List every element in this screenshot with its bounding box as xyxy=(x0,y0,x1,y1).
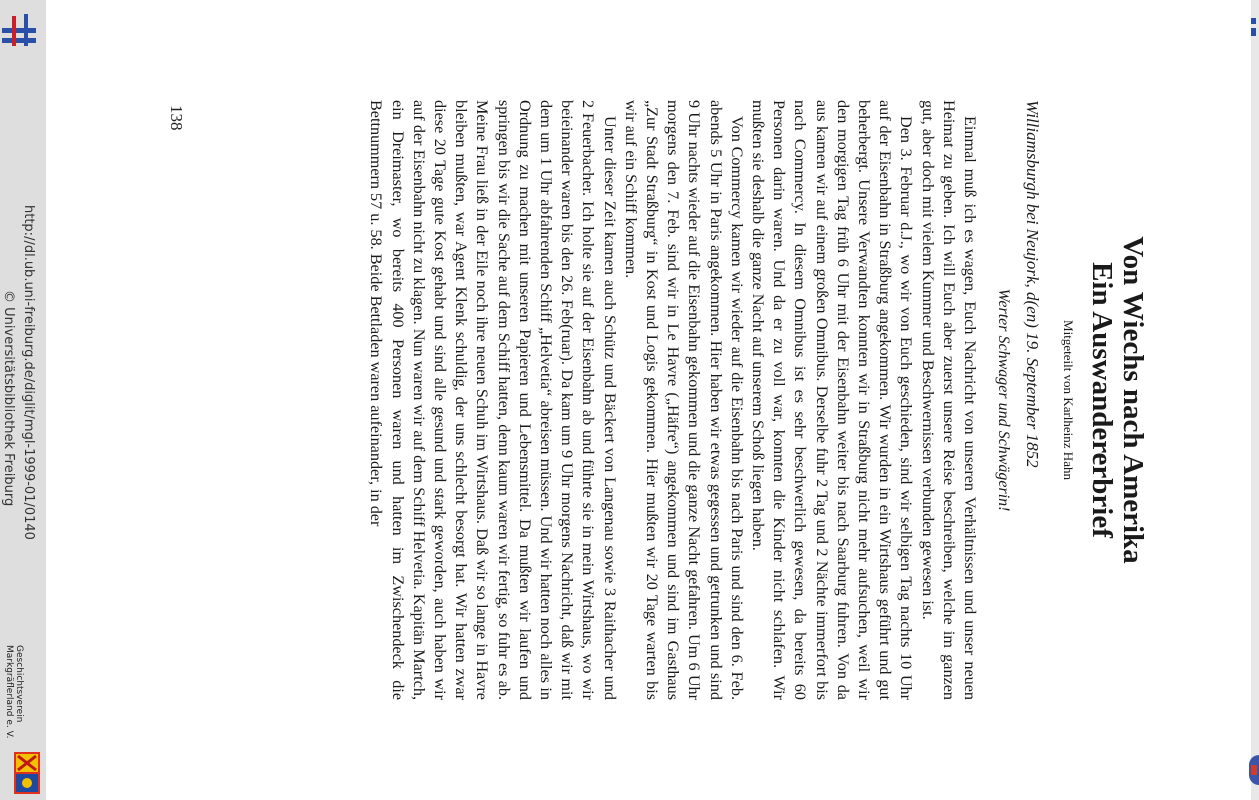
scanned-page xyxy=(365,100,1148,700)
right-crest-icon xyxy=(1249,755,1259,785)
right-edge-strip xyxy=(1251,0,1259,800)
publisher-line-1: Geschichtsverein xyxy=(14,645,24,723)
paragraph: Unter dieser Zeit kamen auch Schütz und Bäckert von Langenau sowie 3 Raithacher und 2 Feuerbacher. Ich holte sie auf der Eisenbahn ab und führte sie in mein Wirtshaus, wo wir beieinander waren bis den 26. Feb(ruar). Da kam um 9 Uhr morgens Nachricht, daß wir mit dem um 1 Uhr abfahrenden Schiff „Helvetia“ abreisen müssen. Und wir hatten noch alles in Ordnung zu machen mit unseren Papieren und Lebensmittel. Da mußten wir laufen und springen bis wir die Sache auf dem Schiff hatten, denn kaum waren wir fertig, so fuhr es ab. Meine Frau ließ in der Eile noch ihre neuen Schuh im Wirtshaus. Daß wir so lange in Havre bleiben mußten, war Agent Klenk schuldig, der uns schlecht besorgt hat. Wir hatten zwar diese 20 Tage gute Kost gehabt und sind alle gesund und stark geworden, auch haben wir auf der Eisenbahn nicht zu klagen. Nun waren wir auf dem Schiff Helvetia. Kapitän Martch, ein Dreimaster, wo bereits 400 Personen waren und hatten im Zwischendeck die Bettnummern 57 u. 58. Beide Bettladen waren aufeinander, in der xyxy=(367,100,619,700)
article-title xyxy=(1086,100,1148,700)
publisher-name xyxy=(4,645,24,738)
paragraph: Den 3. Februar d.J., wo wir von Euch geschieden, sind wir selbigen Tag nachts 10 Uhr auf der Eisenbahn in Straßburg angekommen. Wir wurden in ein Wirtshaus geführt und gut beherbergt. Unsere Verwandten konnten wir in Straßburg nicht mehr aufsuchen, weil wir den morgigen Tag früh 6 Uhr mit der Eisenbahn weiter bis nach Saarburg fuhren. Von da aus kamen wir auf einem großen Omnibus. Derselbe fuhr 2 Tag und 2 Nächte immerfort bis nach Commercy. In diesem Omnibus ist es sehr beschwerlich gewesen, da bereits 60 Personen darin waren. Und da er zu voll war, konnten die Kinder nicht schlafen. Wir mußten sie deshalb die ganze Nacht auf unserem Schoß liegen haben. xyxy=(748,100,916,700)
document-url[interactable]: http://dl.ub.uni-freiburg.de/diglit/mgl-1999-01/0140 xyxy=(21,205,36,540)
copyright-notice: © Universitätsbibliothek Freiburg xyxy=(1,290,16,507)
publisher-line-2: Markgräflerland e. V. xyxy=(4,645,14,739)
article-body xyxy=(365,100,980,700)
paragraph: Von Commercy kamen wir wieder auf die Eisenbahn bis nach Paris und sind den 6. Feb. abends 5 Uhr in Paris angekommen. Hier haben wir etwas gegessen und getrunken und sind 9 Uhr nachts wieder auf die Eisenbahn gekommen und die ganze Nacht gefahren. Um 6 Uhr morgens den 7. Feb. sind wir in Le Havre („Häfre“) angekommen und sind im Gasthaus „Zur Stadt Straßburg“ in Kost und Logis gekommen. Hier mußten wir 20 Tage warten bis wir auf ein Schiff kommen. xyxy=(621,100,746,700)
page-number: 138 xyxy=(167,105,186,131)
right-top-mark-icon xyxy=(1251,18,1257,40)
title-line-2: Ein Auswandererbrief xyxy=(1086,262,1118,538)
paragraph: Einmal muß ich es wagen, Euch Nachricht von unseren Verhältnissen und unser neuen Heimat zu geben. Ich will Euch aber zuerst unsere Reise beschreiben, welche im ganzen gut, aber doch mit vielem Kummer und Beschwernissen verbunden gewesen ist. xyxy=(918,100,979,700)
letter-dateline: Williamsburgh bei Neujork, d(en) 19. September 1852 xyxy=(1023,100,1042,468)
coat-of-arms-icon xyxy=(14,752,40,794)
letter-greeting: Werter Schwager und Schwägerin! xyxy=(995,288,1012,512)
library-logo-icon xyxy=(2,14,38,48)
byline: Mitgeteilt von Karlheinz Hahn xyxy=(1061,320,1076,480)
title-line-1: Von Wiechs nach Amerika xyxy=(1117,236,1149,564)
